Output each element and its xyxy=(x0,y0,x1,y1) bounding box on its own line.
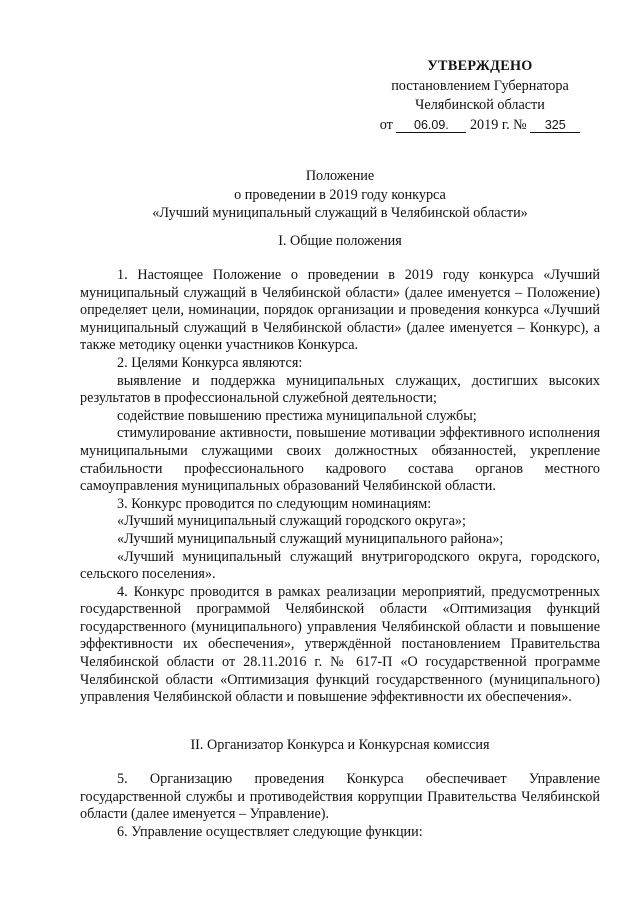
document-title xyxy=(80,167,600,223)
paragraph: стимулирование активности, повышение мотивации эффективного исполнения муниципальными служащими своих должностных обязанностей, укрепление стабильности профессионального кадрового состава органов местного самоуправления муниципальных образований Челябинской области. xyxy=(80,425,600,495)
paragraph: «Лучший муниципальный служащий городского округа»; xyxy=(117,513,466,530)
approval-date-prefix: от xyxy=(379,116,393,133)
approval-date: 06.09. xyxy=(396,118,466,133)
paragraph: 3. Конкурс проводится по следующим номинациям: xyxy=(117,495,432,512)
approval-stamp xyxy=(360,57,600,135)
approval-year-text: 2019 г. № xyxy=(469,116,527,133)
section-1-body xyxy=(80,267,600,707)
title-line-3: «Лучший муниципальный служащий в Челябинской области» xyxy=(152,205,528,221)
title-line-2: о проведении в 2019 году конкурса xyxy=(234,186,446,203)
section-2-body xyxy=(80,771,600,841)
paragraph: содействие повышению престижа муниципальной службы; xyxy=(117,407,477,424)
paragraph: 2. Целями Конкурса являются: xyxy=(117,354,303,371)
approval-line-2: Челябинской области xyxy=(415,97,545,113)
paragraph: 1. Настоящее Положение о проведении в 2019 году конкурса «Лучший муниципальный служащий в Челябинской области» (далее именуется – Положение) определяет цели, номинации, порядок организации и проведения конкурса «Лучший муниципальный служащий в Челябинской области» (далее именуется – Конкурс), а также методику оценки участников Конкурса. xyxy=(80,267,600,354)
paragraph: «Лучший муниципальный служащий муниципального района»; xyxy=(117,530,504,547)
approval-heading: УТВЕРЖДЕНО xyxy=(427,58,533,74)
paragraph: выявление и поддержка муниципальных служащих, достигших высоких результатов в профессиональной служебной деятельности; xyxy=(80,372,600,407)
approval-line-1: постановлением Губернатора xyxy=(391,77,569,94)
paragraph: «Лучший муниципальный служащий внутригородского округа, городского, сельского поселения». xyxy=(80,548,600,583)
paragraph: 6. Управление осуществляет следующие функции: xyxy=(117,823,423,840)
section-1-heading: I. Общие положения xyxy=(278,233,402,249)
approval-date-line xyxy=(360,116,600,136)
approval-number: 325 xyxy=(530,118,580,133)
paragraph: 4. Конкурс проводится в рамках реализации мероприятий, предусмотренных государственной программой Челябинской области «Оптимизация функций государственного (муниципального) управления Челябинской области и повышение эффективности их обеспечения», утверждённой постановлением Правительства Челябинской области от 28.11.2016 г. № 617-П «О государственной программе Челябинской области «Оптимизация функций государственного (муниципального) управления Челябинской области и повышение эффективности их обеспечения». xyxy=(80,583,600,706)
title-line-1: Положение xyxy=(305,168,375,184)
paragraph: 5. Организацию проведения Конкурса обеспечивает Управление государственной службы и противодействия коррупции Правительства Челябинской области (далее именуется – Управление). xyxy=(80,771,600,823)
section-2-heading: II. Организатор Конкурса и Конкурсная комиссия xyxy=(190,737,490,753)
